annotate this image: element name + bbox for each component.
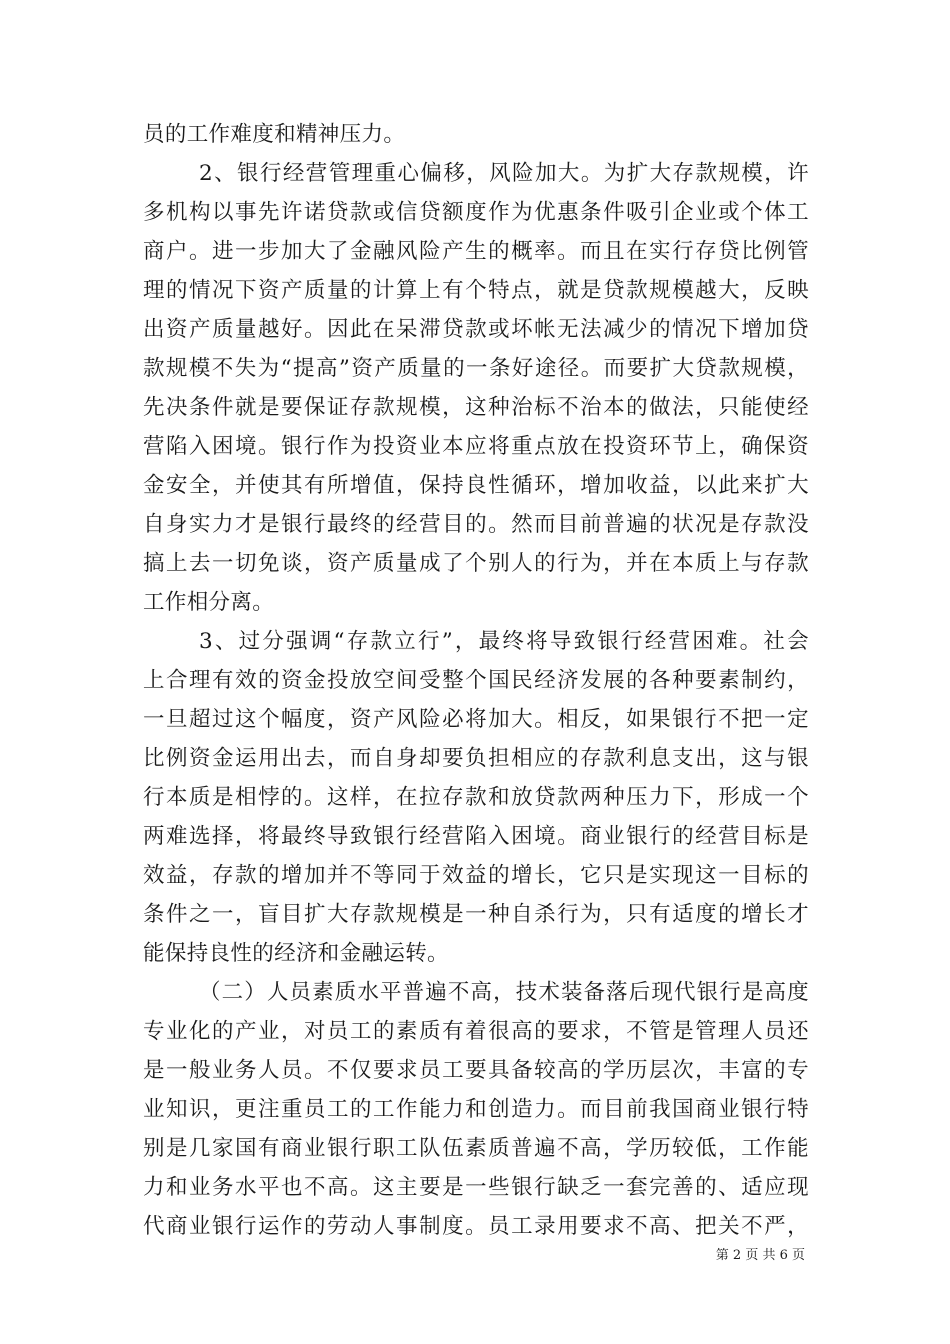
text-line: 条件之一，盲目扩大存款规模是一种自杀行为，只有适度的增长才 bbox=[143, 902, 809, 927]
text-line: 别是几家国有商业银行职工队伍素质普遍不高，学历较低，工作能 bbox=[143, 1136, 809, 1161]
paragraph-start-line: （二）人员素质水平普遍不高，技术装备落后现代银行是高度 bbox=[199, 980, 809, 1005]
text-line: 上合理有效的资金投放空间受整个国民经济发展的各种要素制约， bbox=[143, 668, 809, 693]
text-line: 款规模不失为“提高”资产质量的一条好途径。而要扩大贷款规模， bbox=[143, 356, 809, 381]
text-line: 商户。进一步加大了金融风险产生的概率。而且在实行存贷比例管 bbox=[143, 239, 809, 264]
text-line: 营陷入困境。银行作为投资业本应将重点放在投资环节上，确保资 bbox=[143, 434, 809, 459]
text-line: 搞上去一切免谈，资产质量成了个别人的行为，并在本质上与存款 bbox=[143, 551, 809, 576]
text-line: 理的情况下资产质量的计算上有个特点，就是贷款规模越大，反映 bbox=[143, 278, 809, 303]
text-line: 能保持良性的经济和金融运转。 bbox=[143, 941, 449, 966]
paragraph-start-line: 3、过分强调“存款立行”，最终将导致银行经营困难。社会 bbox=[199, 629, 809, 654]
text-line: 先决条件就是要保证存款规模，这种治标不治本的做法，只能使经 bbox=[143, 395, 809, 420]
text-line: 一旦超过这个幅度，资产风险必将加大。相反，如果银行不把一定 bbox=[143, 707, 809, 732]
text-line: 比例资金运用出去，而自身却要负担相应的存款利息支出，这与银 bbox=[143, 746, 809, 771]
text-line: 是一般业务人员。不仅要求员工要具备较高的学历层次，丰富的专 bbox=[143, 1058, 809, 1083]
paragraph-start-line: 2、银行经营管理重心偏移，风险加大。为扩大存款规模，许 bbox=[199, 161, 809, 186]
text-line: 员的工作难度和精神压力。 bbox=[143, 122, 406, 147]
text-line: 自身实力才是银行最终的经营目的。然而目前普遍的状况是存款没 bbox=[143, 512, 809, 537]
text-line: 力和业务水平也不高。这主要是一些银行缺乏一套完善的、适应现 bbox=[143, 1175, 809, 1200]
text-line: 专业化的产业，对员工的素质有着很高的要求，不管是管理人员还 bbox=[143, 1019, 809, 1044]
text-line: 业知识，更注重员工的工作能力和创造力。而目前我国商业银行特 bbox=[143, 1097, 809, 1122]
text-line: 出资产质量越好。因此在呆滞贷款或坏帐无法减少的情况下增加贷 bbox=[143, 317, 809, 342]
text-line: 代商业银行运作的劳动人事制度。员工录用要求不高、把关不严， bbox=[143, 1214, 809, 1239]
text-line: 工作相分离。 bbox=[143, 590, 275, 615]
text-line: 效益，存款的增加并不等同于效益的增长，它只是实现这一目标的 bbox=[143, 863, 809, 888]
text-line: 多机构以事先许诺贷款或信贷额度作为优惠条件吸引企业或个体工 bbox=[143, 200, 809, 225]
text-line: 金安全，并使其有所增值，保持良性循环，增加收益，以此来扩大 bbox=[143, 473, 809, 498]
text-line: 行本质是相悖的。这样，在拉存款和放贷款两种压力下，形成一个 bbox=[143, 785, 809, 810]
body-text bbox=[143, 115, 809, 1246]
text-line: 两难选择，将最终导致银行经营陷入困境。商业银行的经营目标是 bbox=[143, 824, 809, 849]
page-number: 第 2 页 共 6 页 bbox=[715, 1248, 805, 1263]
